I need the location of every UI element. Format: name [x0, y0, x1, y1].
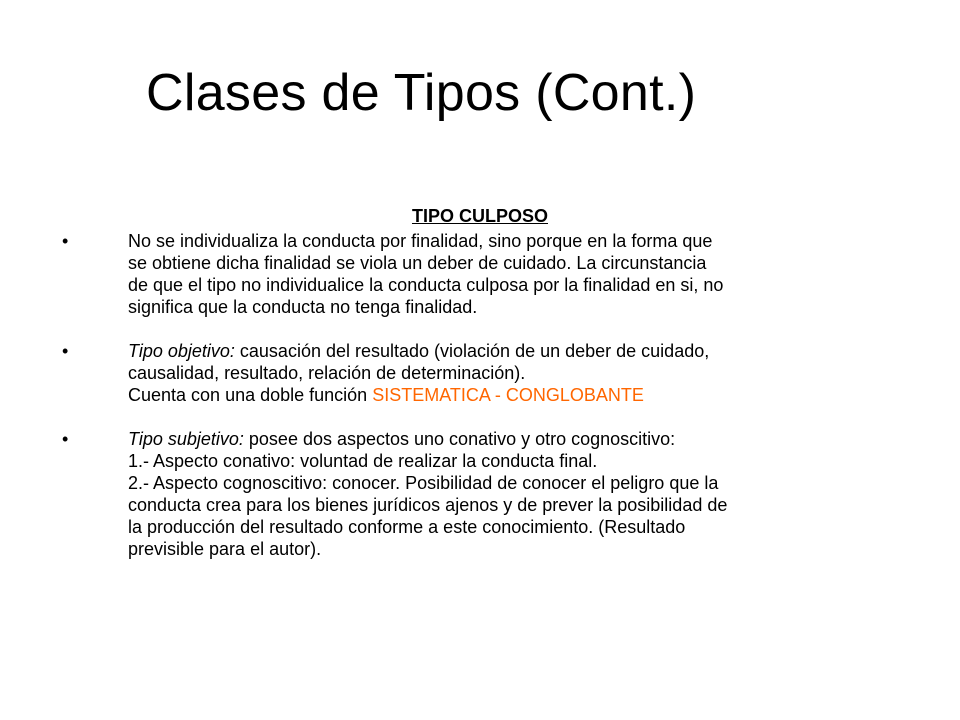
term-description: causación del resultado (violación de un deber de cuidado, [234, 341, 710, 361]
text-line [128, 428, 902, 450]
text-line: 2.- Aspecto cognoscitivo: conocer. Posibilidad de conocer el peligro que la [128, 473, 719, 493]
text-line: causalidad, resultado, relación de determinación). [128, 363, 526, 383]
text-line: 1.- Aspecto conativo: voluntad de realizar la conducta final. [128, 451, 598, 471]
function-prefix: Cuenta con una doble función [128, 385, 373, 405]
text-line [128, 384, 902, 406]
text-line: significa que la conducta no tenga finalidad. [128, 297, 478, 317]
bullet-item-tipo-objetivo [62, 340, 902, 406]
term-label: Tipo subjetivo: [128, 429, 244, 449]
term-description: posee dos aspectos uno conativo y otro cognoscitivo: [243, 429, 676, 449]
text-line [128, 340, 902, 362]
text-line: de que el tipo no individualice la conducta culposa por la finalidad en si, no [128, 275, 724, 295]
function-highlight: SISTEMATICA - CONGLOBANTE [372, 385, 644, 405]
bullet-text [128, 428, 902, 560]
section-subtitle: TIPO CULPOSO [411, 206, 548, 226]
term-label: Tipo objetivo: [128, 341, 235, 361]
slide-title: Clases de Tipos (Cont.) [146, 64, 697, 122]
text-line: la producción del resultado conforme a este conocimiento. (Resultado [128, 517, 686, 537]
bullet-item-tipo-subjetivo [62, 428, 902, 560]
bullet-icon: • [62, 429, 69, 449]
text-line: previsible para el autor). [128, 539, 322, 559]
bullet-list [62, 230, 902, 560]
text-line: se obtiene dicha finalidad se viola un deber de cuidado. La circunstancia [128, 253, 707, 273]
bullet-icon: • [62, 231, 69, 251]
text-line: No se individualiza la conducta por finalidad, sino porque en la forma que [128, 231, 713, 251]
bullet-icon: • [62, 341, 69, 361]
text-line: conducta crea para los bienes jurídicos ajenos y de prever la posibilidad de [128, 495, 728, 515]
bullet-text [128, 340, 902, 406]
bullet-item-definition [62, 230, 902, 318]
bullet-text [128, 230, 902, 318]
